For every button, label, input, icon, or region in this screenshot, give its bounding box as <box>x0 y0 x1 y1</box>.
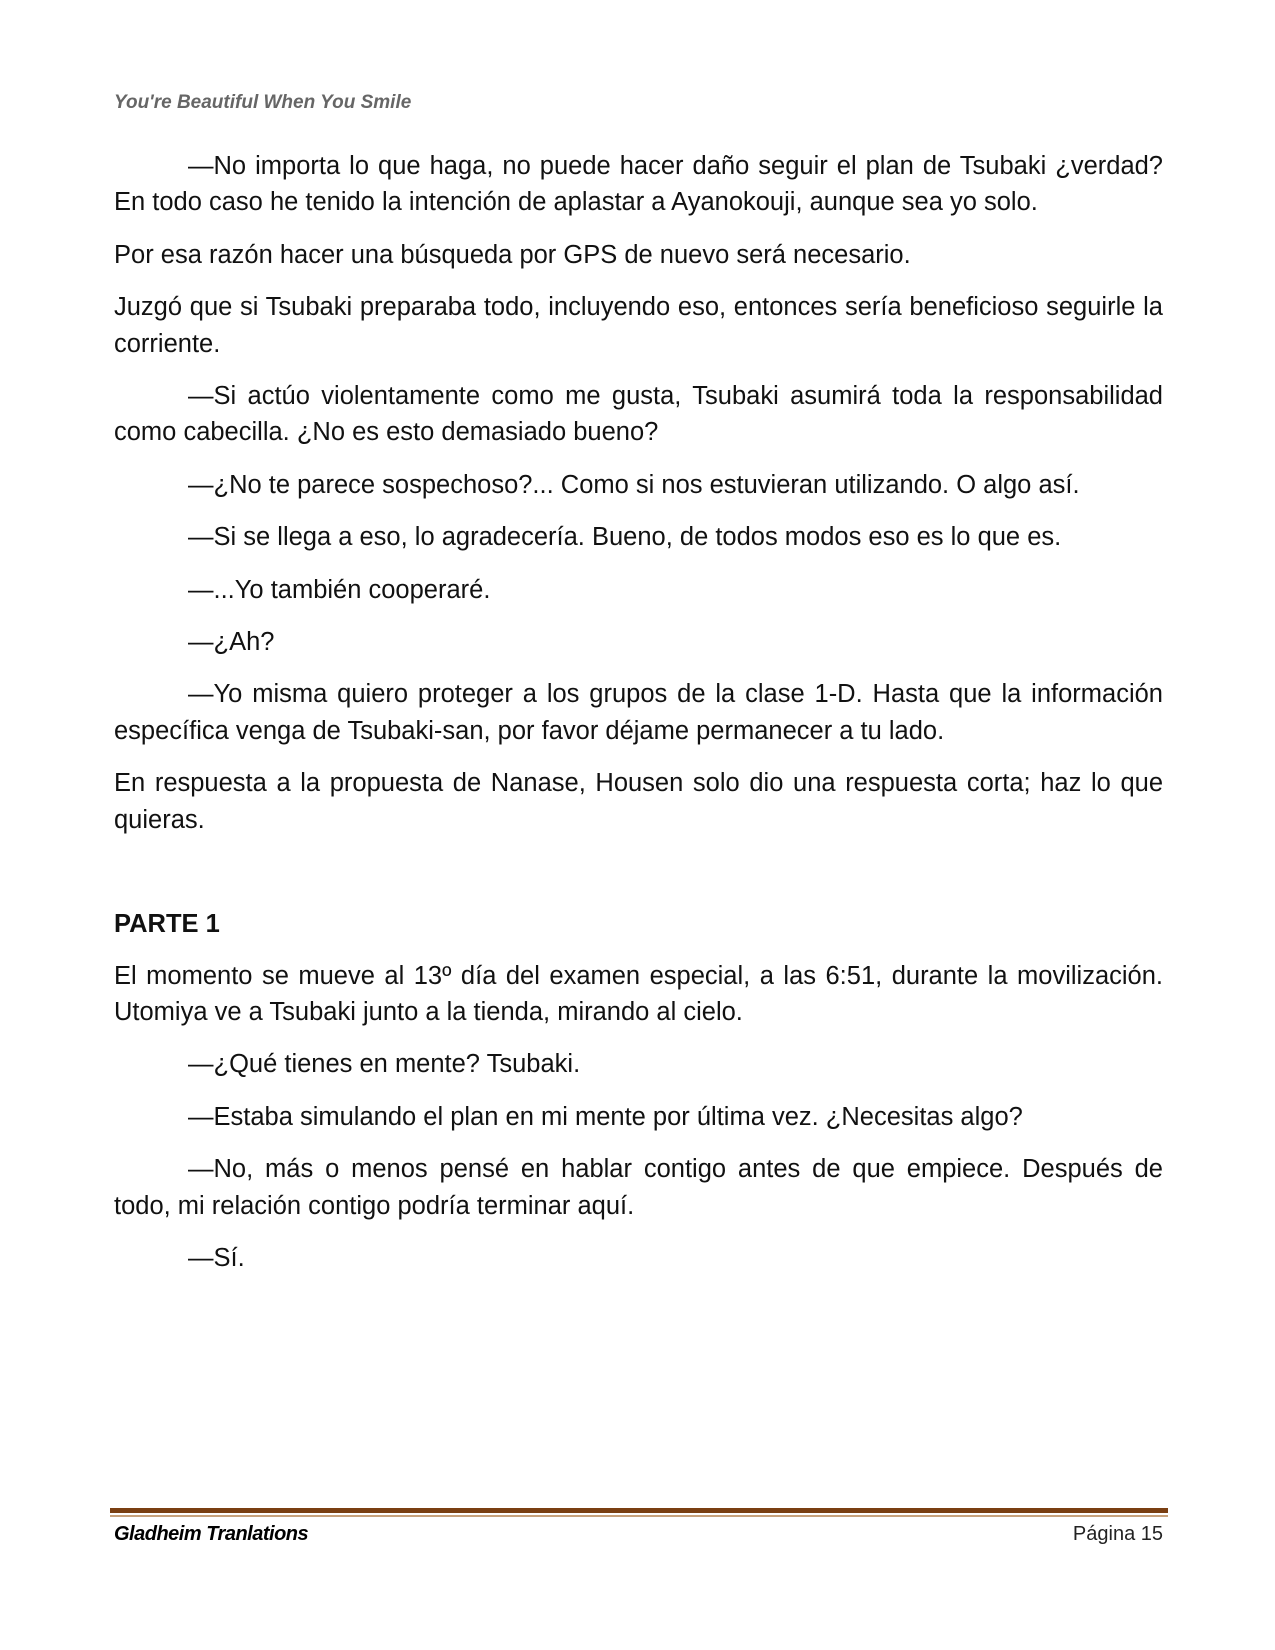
running-header: You're Beautiful When You Smile <box>114 92 412 113</box>
paragraph: —Si se llega a eso, lo agradecería. Bueno, de todos modos eso es lo que es. <box>188 523 1062 552</box>
paragraph: —Si actúo violentamente como me gusta, Tsubaki asumirá toda la responsabilidad como cabecilla. ¿No es esto demasiado bueno? <box>114 382 1163 447</box>
section-heading: PARTE 1 <box>114 910 220 939</box>
paragraph: El momento se mueve al 13º día del examen especial, a las 6:51, durante la movilización. Utomiya ve a Tsubaki junto a la tienda, mirando al cielo. <box>114 961 1163 1026</box>
paragraph: —No importa lo que haga, no puede hacer daño seguir el plan de Tsubaki ¿verdad? En todo caso he tenido la intención de aplastar a Ayanokouji, aunque sea yo solo. <box>114 152 1163 217</box>
paragraph: En respuesta a la propuesta de Nanase, Housen solo dio una respuesta corta; haz lo que quieras. <box>114 769 1163 834</box>
footer-rule <box>110 1508 1168 1513</box>
paragraph: —¿No te parece sospechoso?... Como si nos estuvieran utilizando. O algo así. <box>188 470 1080 499</box>
paragraph: —Yo misma quiero proteger a los grupos de la clase 1-D. Hasta que la información específica venga de Tsubaki-san, por favor déjame permanecer a tu lado. <box>114 680 1163 745</box>
footer-publisher: Gladheim Tranlations <box>114 1523 309 1545</box>
footer-rule-thin <box>110 1515 1168 1517</box>
paragraph: —...Yo también cooperaré. <box>188 575 491 604</box>
paragraphs-after-heading <box>114 958 1163 1277</box>
paragraph: —¿Ah? <box>188 628 275 657</box>
paragraphs-before-heading <box>114 148 1163 838</box>
paragraph: Por esa razón hacer una búsqueda por GPS de nuevo será necesario. <box>114 240 911 269</box>
page-body <box>114 148 1163 1292</box>
paragraph: —Sí. <box>188 1243 245 1272</box>
paragraph: —No, más o menos pensé en hablar contigo antes de que empiece. Después de todo, mi relación contigo podría terminar aquí. <box>114 1155 1163 1220</box>
paragraph: Juzgó que si Tsubaki preparaba todo, incluyendo eso, entonces sería beneficioso seguirle la corriente. <box>114 293 1163 358</box>
page-number: Página 15 <box>1072 1523 1163 1545</box>
paragraph: —¿Qué tienes en mente? Tsubaki. <box>188 1050 581 1079</box>
paragraph: —Estaba simulando el plan en mi mente por última vez. ¿Necesitas algo? <box>188 1102 1023 1131</box>
